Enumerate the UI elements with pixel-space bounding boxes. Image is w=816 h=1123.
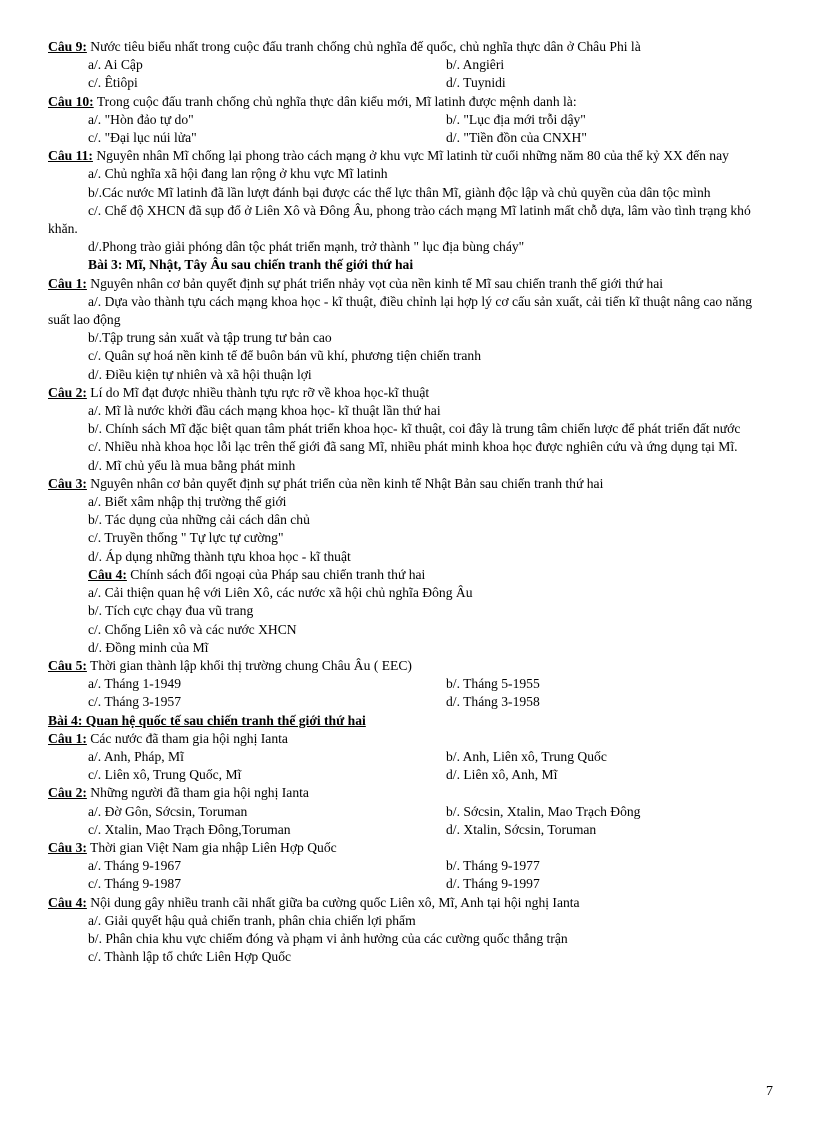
question-label: Câu 4:: [88, 566, 127, 582]
question-4: [48, 566, 770, 584]
option-a: a/. Biết xâm nhập thị trường thế giới: [88, 494, 287, 510]
options-row: [48, 875, 770, 893]
question-5: [48, 657, 770, 675]
question-text: Lí do Mĩ đạt được nhiều thành tựu rực rỡ về khoa học-kĩ thuật: [86, 384, 430, 400]
option-b: b/.Các nước Mĩ latinh đã lần lượt đánh bại được các thế lực thân Mĩ, giành độc lập và chủ quyền của dân tộc mình: [88, 184, 711, 200]
question-label: Câu 9:: [48, 39, 87, 54]
option-b: b/. Anh, Liên xô, Trung Quốc: [446, 748, 607, 764]
options-row: [48, 74, 770, 92]
option-c: c/. Nhiều nhà khoa học lỗi lạc trên thế giới đã sang Mĩ, nhiều phát minh khoa học được nghiên cứu và ứng dụng tại Mĩ.: [88, 439, 738, 455]
question-label: Câu 3:: [48, 839, 87, 855]
option-b: b/.Tập trung sản xuất và tập trung tư bản cao: [88, 330, 332, 346]
option-a: a/. Dựa vào thành tựu cách mạng khoa học - kĩ thuật, điều chỉnh lại hợp lý cơ cấu sản xuất, cải tiến kĩ thuật nâng cao năng suất lao động: [48, 293, 753, 328]
option-b: b/. "Lục địa mới trỗi dậy": [446, 111, 586, 127]
question-text: Chính sách đối ngoại của Pháp sau chiến tranh thứ hai: [126, 566, 426, 582]
question-2: [48, 384, 770, 402]
options-row: [48, 766, 770, 784]
option-c: c/. Tháng 9-1987: [88, 876, 181, 892]
question-11: [48, 147, 770, 165]
option-c: c/. Chống Liên xô và các nước XHCN: [88, 621, 297, 637]
option-c: c/. Quân sự hoá nền kinh tế để buôn bán vũ khí, phương tiện chiến tranh: [88, 348, 482, 364]
question-label: Câu 1:: [48, 275, 87, 291]
question-label: Câu 11:: [48, 148, 93, 164]
option-d: d/. Tháng 9-1997: [446, 876, 540, 892]
option-d: d/. Điều kiện tự nhiên và xã hội thuận lợi: [88, 366, 312, 382]
question-text: Trong cuộc đấu tranh chống chủ nghĩa thực dân kiểu mới, Mĩ latinh được mệnh danh là:: [93, 93, 577, 109]
option-d: d/. Tuynidi: [446, 75, 506, 91]
options-row: [48, 56, 770, 74]
options-row: [48, 803, 770, 821]
question-label: Câu 5:: [48, 657, 87, 673]
question-9: [48, 38, 770, 56]
question-2: [48, 784, 770, 802]
question-10: [48, 93, 770, 111]
option-b: b/. Sớcsin, Xtalin, Mao Trạch Đông: [446, 803, 641, 819]
option-a: a/. Anh, Pháp, Mĩ: [88, 748, 184, 764]
option-d: d/. Liên xô, Anh, Mĩ: [446, 767, 558, 783]
question-label: Câu 1:: [48, 730, 87, 746]
option-b: b/. Chính sách Mĩ đặc biệt quan tâm phát triển khoa học- kĩ thuật, coi đây là trung tâm chiến lược để phát triển đất nước: [88, 421, 741, 437]
option-c: c/. Xtalin, Mao Trạch Đông,Toruman: [88, 821, 291, 837]
option-d: d/. Đồng minh của Mĩ: [88, 639, 209, 655]
option-a: a/. "Hòn đảo tự do": [88, 111, 194, 127]
option-d: d/. Áp dụng những thành tựu khoa học - kĩ thuật: [88, 548, 351, 564]
question-1: [48, 275, 770, 293]
options-row: [48, 111, 770, 129]
option-c: c/. "Đại lục núi lửa": [88, 130, 197, 146]
question-text: Nước tiêu biểu nhất trong cuộc đấu tranh chống chủ nghĩa đế quốc, chủ nghĩa thực dân ở Châu Phi là: [86, 39, 641, 54]
question-text: Nguyên nhân Mĩ chống lại phong trào cách mạng ở khu vực Mĩ latinh từ cuối những năm 80 của thế kỷ XX đến nay: [92, 148, 729, 164]
option-d: d/. "Tiền đồn của CNXH": [446, 130, 587, 146]
option-c: c/. Liên xô, Trung Quốc, Mĩ: [88, 767, 242, 783]
option-b: b/. Tác dụng của những cải cách dân chủ: [88, 512, 310, 528]
option-a: a/. Ai Cập: [88, 57, 143, 73]
option-d: d/. Mĩ chủ yếu là mua bằng phát minh: [88, 457, 296, 473]
question-3: [48, 839, 770, 857]
question-text: Thời gian Việt Nam gia nhập Liên Hợp Quốc: [86, 839, 337, 855]
option-d: d/. Xtalin, Sớcsin, Toruman: [446, 821, 597, 837]
question-label: Câu 2:: [48, 384, 87, 400]
question-text: Thời gian thành lập khối thị trường chung Châu Âu ( EEC): [86, 657, 412, 673]
document-page: [48, 38, 770, 966]
option-d: d/. Tháng 3-1958: [446, 694, 540, 710]
options-row: [48, 675, 770, 693]
page-number: 7: [766, 1084, 773, 1099]
option-d: d/.Phong trào giải phóng dân tộc phát triển mạnh, trở thành " lục địa bùng cháy": [88, 239, 525, 255]
question-text: Các nước đã tham gia hội nghị Ianta: [86, 730, 288, 746]
question-text: Nguyên nhân cơ bản quyết định sự phát triển của nền kinh tế Nhật Bản sau chiến tranh thứ hai: [86, 475, 604, 491]
options-row: [48, 748, 770, 766]
option-c: c/. Thành lập tổ chức Liên Hợp Quốc: [88, 949, 292, 965]
question-1: [48, 730, 770, 748]
question-4: [48, 894, 770, 912]
option-b: b/. Angiêri: [446, 57, 505, 73]
option-a: a/. Đờ Gôn, Sớcsin, Toruman: [88, 803, 248, 819]
option-a: a/. Cải thiện quan hệ với Liên Xô, các nước xã hội chủ nghĩa Đông Âu: [88, 585, 473, 601]
option-c: c/. Truyền thống " Tự lực tự cường": [88, 530, 284, 546]
question-label: Câu 4:: [48, 894, 87, 910]
question-label: Câu 3:: [48, 475, 87, 491]
option-b: b/. Tháng 9-1977: [446, 858, 540, 874]
options-row: [48, 129, 770, 147]
section-title-bai-4: Bài 4: Quan hệ quốc tế sau chiến tranh thế giới thứ hai: [48, 712, 366, 728]
question-text: Những người đã tham gia hội nghị Ianta: [86, 785, 309, 801]
options-row: [48, 693, 770, 711]
option-b: b/. Tháng 5-1955: [446, 676, 540, 692]
option-a: a/. Giải quyết hậu quả chiến tranh, phân chia chiến lợi phẩm: [88, 912, 416, 928]
option-c: c/. Chế độ XHCN đã sụp đổ ở Liên Xô và Đông Âu, phong trào cách mạng Mĩ latinh mất chỗ dựa, lâm vào tình trạng khó khăn.: [48, 202, 751, 237]
options-row: [48, 857, 770, 875]
option-c: c/. Tháng 3-1957: [88, 694, 181, 710]
section-title-bai-3: Bài 3: Mĩ, Nhật, Tây Âu sau chiến tranh thế giới thứ hai: [88, 257, 414, 273]
option-b: b/. Phân chia khu vực chiếm đóng và phạm vi ảnh hưởng của các cường quốc thắng trận: [88, 930, 568, 946]
option-a: a/. Mĩ là nước khởi đầu cách mạng khoa học- kĩ thuật lần thứ hai: [88, 403, 441, 419]
question-label: Câu 2:: [48, 785, 87, 801]
option-b: b/. Tích cực chạy đua vũ trang: [88, 603, 254, 619]
question-text: Nội dung gây nhiều tranh cãi nhất giữa ba cường quốc Liên xô, Mĩ, Anh tại hội nghị Ianta: [86, 894, 580, 910]
option-a: a/. Chủ nghĩa xã hội đang lan rộng ở khu vực Mĩ latinh: [88, 166, 388, 182]
question-label: Câu 10:: [48, 93, 94, 109]
question-text: Nguyên nhân cơ bản quyết định sự phát triển nhảy vọt của nền kinh tế Mĩ sau chiến tranh thế giới thứ hai: [86, 275, 664, 291]
option-a: a/. Tháng 1-1949: [88, 676, 181, 692]
question-3: [48, 475, 770, 493]
option-c: c/. Êtiôpi: [88, 75, 138, 91]
option-a: a/. Tháng 9-1967: [88, 858, 181, 874]
options-row: [48, 821, 770, 839]
